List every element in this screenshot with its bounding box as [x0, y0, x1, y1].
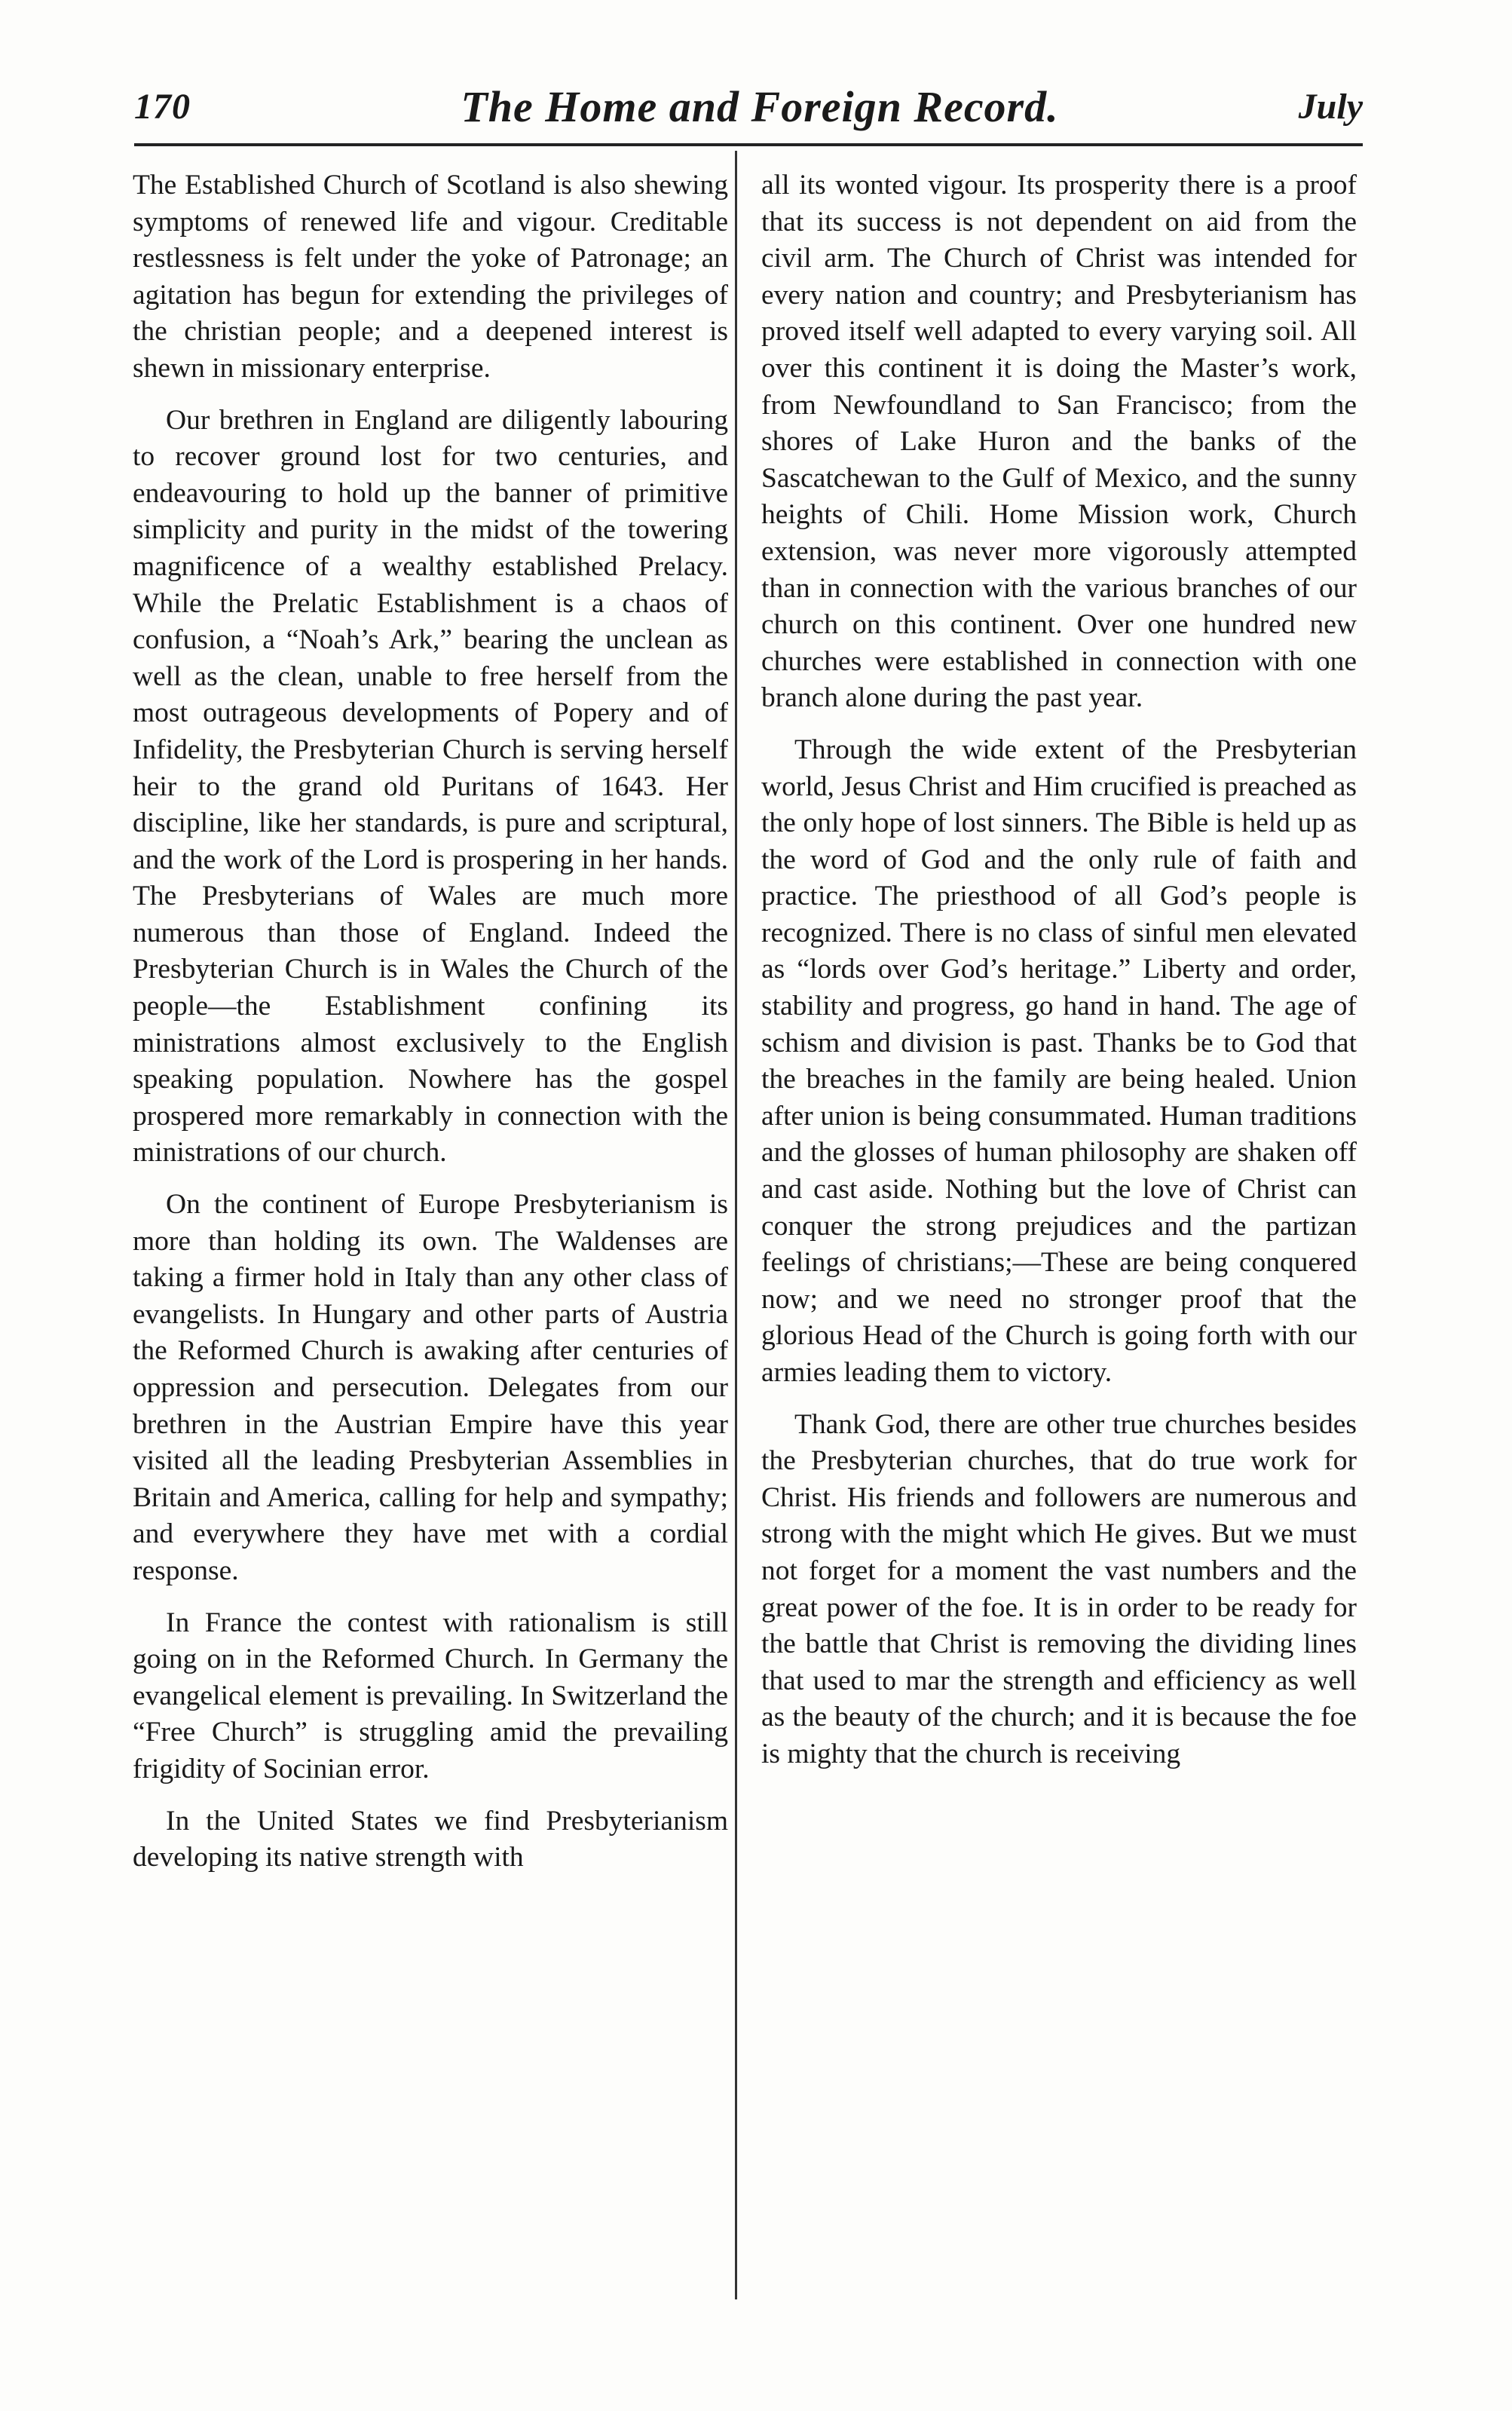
running-month: July [1298, 87, 1363, 127]
paragraph: In the United States we find Presbyterianism developing its native strength with [133, 1805, 728, 1873]
paragraph: Our brethren in England are diligently labouring to recover ground lost for two centuries, and endeavouring to hold up the banner of primitive simplicity and purity in the midst of the towering magnificence of a wealthy established Prelacy. While the Prelatic Establishment is a chaos of confusion, a “Noah’s Ark,” bearing the unclean as well as the clean, unable to free herself from the most outrageous developments of Popery and of Infidelity, the Presbyterian Church is serving herself heir to the grand old Puritans of 1643. Her discipline, like her standards, is pure and scriptural, and the work of the Lord is prospering in her hands. The Presbyterians of Wales are much more numerous than those of England. Indeed the Presbyterian Church is in Wales the Church of the people—the Establishment confining its ministrations almost exclusively to the English speaking population. Nowhere has the gospel prospered more remarkably in connection with the ministrations of our church. [133, 404, 728, 1169]
running-header [134, 81, 1363, 149]
running-title: The Home and Foreign Record. [461, 82, 1059, 131]
header-rule [134, 143, 1363, 146]
paragraph: all its wonted vigour. Its prosperity there is a proof that its success is not dependent on aid from the civil arm. The Church of Christ was intended for every nation and country; and Presbyterianism has proved itself well adapted to every varying soil. All over this continent it is doing the Master’s work, from Newfoundland to San Francisco; from the shores of Lake Huron and the banks of the Sascatchewan to the Gulf of Mexico, and the sunny heights of Chili. Home Mission work, Church extension, was never more vigorously attempted than in connection with the various branches of our church on this continent. Over one hundred new churches were established in connection with one branch alone during the past year. [761, 170, 1357, 714]
paragraph: In France the contest with rationalism is still going on in the Reformed Church. In Germany the evangelical element is prevailing. In Switzerland the “Free Church” is struggling amid the prevailing frigidity of Socinian error. [133, 1607, 728, 1785]
right-column [761, 167, 1357, 1788]
paragraph: The Established Church of Scotland is also shewing symptoms of renewed life and vigour. Creditable restlessness is felt under the yoke of Patronage; an agitation has begun for extending the privileges of the christian people; and a deepened interest is shewn in missionary enterprise. [133, 170, 728, 384]
paragraph: Through the wide extent of the Presbyterian world, Jesus Christ and Him crucified is preached as the only hope of lost sinners. The Bible is held up as the word of God and the only rule of faith and practice. The priesthood of all God’s people is recognized. There is no class of sinful men elevated as “lords over God’s heritage.” Liberty and order, stability and progress, go hand in hand. The age of schism and division is past. Thanks be to God that the breaches in the family are being healed. Union after union is being consummated. Human traditions and the glosses of human philosophy are shaken off and cast aside. Nothing but the love of Christ can conquer the strong prejudices and the partizan feelings of christians;—These are being conquered now; and we need no stronger proof that the glorious Head of the Church is going forth with our armies leading them to victory. [761, 734, 1357, 1388]
column-rule [735, 151, 737, 2299]
page-number: 170 [134, 87, 191, 127]
paragraph: Thank God, there are other true churches besides the Presbyterian churches, that do true work for Christ. His friends and followers are numerous and strong with the might which He gives. But we must not forget for a moment the vast numbers and the great power of the foe. It is in order to be ready for the battle that Christ is removing the dividing lines that used to mar the strength and efficiency as well as the beauty of the church; and it is because the foe is mighty that the church is receiving [761, 1408, 1357, 1769]
left-column [133, 167, 728, 1892]
paragraph: On the continent of Europe Presbyterianism is more than holding its own. The Waldenses are taking a firmer hold in Italy than any other class of evangelists. In Hungary and other parts of Austria the Reformed Church is awaking after centuries of oppression and persecution. Delegates from our brethren in the Austrian Empire have this year visited all the leading Presbyterian Assemblies in Britain and America, calling for help and sympathy; and everywhere they have met with a cordial response. [133, 1189, 728, 1586]
